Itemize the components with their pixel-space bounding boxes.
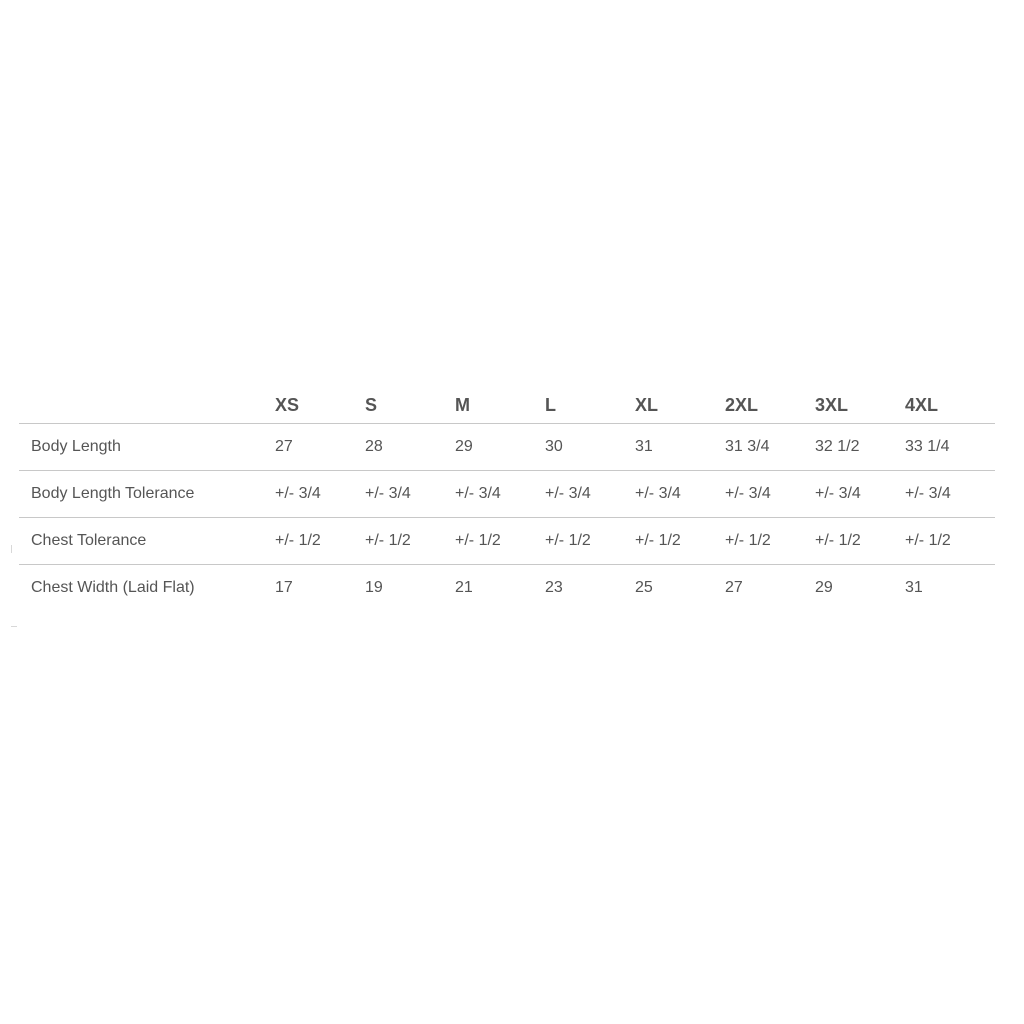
table-cell: +/- 3/4 — [635, 471, 725, 518]
table-row-chest-width — [19, 565, 995, 612]
size-header-4xl: 4XL — [905, 388, 995, 424]
table-cell: +/- 3/4 — [275, 471, 365, 518]
size-header-xl: XL — [635, 388, 725, 424]
table-cell: +/- 1/2 — [275, 518, 365, 565]
table-cell: 28 — [365, 424, 455, 471]
size-header-s: S — [365, 388, 455, 424]
table-cell: 31 — [905, 579, 923, 596]
size-header-xs: XS — [275, 388, 365, 424]
table-cell: 21 — [455, 579, 473, 596]
row-label: Body Length — [19, 424, 275, 471]
table-cell: +/- 1/2 — [635, 518, 725, 565]
table-cell: 33 1/4 — [905, 424, 995, 471]
row-label: Chest Width (Laid Flat) — [31, 579, 195, 596]
table-cell: 23 — [545, 579, 563, 596]
table-cell: +/- 1/2 — [815, 518, 905, 565]
table-cell: 27 — [275, 424, 365, 471]
table-cell: +/- 3/4 — [365, 471, 455, 518]
table-row-chest-tolerance — [19, 518, 995, 565]
row-label: Chest Tolerance — [19, 518, 275, 565]
table-cell: +/- 1/2 — [545, 518, 635, 565]
size-header-2xl: 2XL — [725, 388, 815, 424]
table-cell: +/- 3/4 — [455, 471, 545, 518]
table-cell: +/- 3/4 — [905, 471, 995, 518]
size-header-row — [19, 388, 995, 424]
size-header-l: L — [545, 388, 635, 424]
table-row-body-length — [19, 424, 995, 471]
table-cell: +/- 3/4 — [545, 471, 635, 518]
table-cell: +/- 3/4 — [815, 471, 905, 518]
size-header-m: M — [455, 388, 545, 424]
size-chart-table — [19, 388, 995, 611]
table-cell: 25 — [635, 579, 653, 596]
table-cell: 27 — [725, 579, 743, 596]
table-cell: 32 1/2 — [815, 424, 905, 471]
margin-mark — [11, 545, 12, 553]
margin-mark — [11, 626, 17, 627]
table-cell: +/- 1/2 — [905, 518, 995, 565]
table-row-body-length-tolerance — [19, 471, 995, 518]
row-label: Body Length Tolerance — [19, 471, 275, 518]
table-cell: 31 — [635, 424, 725, 471]
table-cell: 17 — [275, 579, 293, 596]
table-cell: 30 — [545, 424, 635, 471]
table-cell: 29 — [455, 424, 545, 471]
table-cell: +/- 3/4 — [725, 471, 815, 518]
size-header-3xl: 3XL — [815, 388, 905, 424]
table-cell: 31 3/4 — [725, 424, 815, 471]
header-corner-cell — [19, 388, 275, 424]
table-cell: +/- 1/2 — [725, 518, 815, 565]
table-cell: 19 — [365, 579, 383, 596]
table-cell: 29 — [815, 579, 833, 596]
table-cell: +/- 1/2 — [365, 518, 455, 565]
table-cell: +/- 1/2 — [455, 518, 545, 565]
